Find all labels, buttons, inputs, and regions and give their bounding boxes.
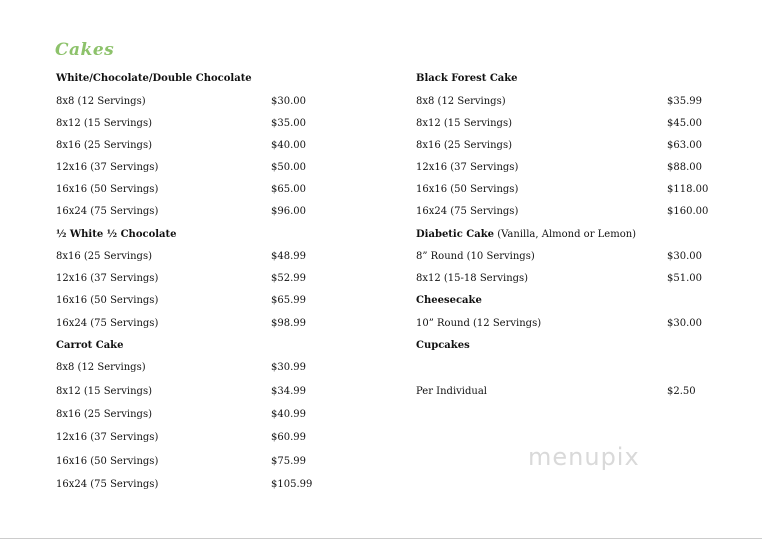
item-price: $45.00 [667,118,702,129]
page-bottom-divider [0,538,762,539]
section-heading-cheesecake: Cheesecake [416,295,482,306]
item-size: 12x16 (37 Servings) [416,162,519,173]
item-price: $105.99 [271,479,313,490]
item-size: 12x16 (37 Servings) [56,273,159,284]
item-size: 8” Round (10 Servings) [416,251,535,262]
section-heading-white-chocolate: White/Chocolate/Double Chocolate [56,73,252,84]
item-size: 16x16 (50 Servings) [56,456,159,467]
page-title: Cakes [55,40,115,60]
item-price: $48.99 [271,251,306,262]
item-price: $60.99 [271,432,306,443]
item-size: 8x8 (12 Servings) [56,96,146,107]
item-size: 8x16 (25 Servings) [416,140,512,151]
item-price: $63.00 [667,140,702,151]
section-heading-half-white-half-chocolate: ½ White ½ Chocolate [56,229,177,240]
item-price: $2.50 [667,386,696,397]
item-price: $98.99 [271,318,306,329]
diabetic-heading: Diabetic Cake [416,229,495,240]
item-price: $30.00 [667,251,702,262]
item-price: $34.99 [271,386,306,397]
item-price: $65.00 [271,184,306,195]
item-price: $40.00 [271,140,306,151]
item-size: 8x16 (25 Servings) [56,140,152,151]
item-price: $160.00 [667,206,709,217]
section-heading-black-forest: Black Forest Cake [416,73,518,84]
item-size: 16x24 (75 Servings) [416,206,519,217]
item-size: 8x12 (15 Servings) [416,118,512,129]
item-price: $35.99 [667,96,702,107]
item-size: 16x24 (75 Servings) [56,318,159,329]
section-heading-diabetic [416,229,636,240]
item-price: $30.99 [271,362,306,373]
item-size: 12x16 (37 Servings) [56,162,159,173]
item-size: Per Individual [416,386,487,397]
item-size: 10” Round (12 Servings) [416,318,542,329]
item-price: $75.99 [271,456,306,467]
item-price: $65.99 [271,295,306,306]
item-price: $35.00 [271,118,306,129]
item-price: $51.00 [667,273,702,284]
item-price: $30.00 [271,96,306,107]
item-size: 16x16 (50 Servings) [56,184,159,195]
item-size: 8x8 (12 Servings) [416,96,506,107]
item-price: $96.00 [271,206,306,217]
item-size: 8x8 (12 Servings) [56,362,146,373]
diabetic-flavors-note: (Vanilla, Almond or Lemon) [494,229,637,240]
item-size: 16x16 (50 Servings) [416,184,519,195]
item-price: $40.99 [271,409,306,420]
item-size: 8x16 (25 Servings) [56,409,152,420]
item-size: 8x12 (15 Servings) [56,118,152,129]
section-heading-cupcakes: Cupcakes [416,340,470,351]
item-price: $88.00 [667,162,702,173]
item-size: 8x12 (15-18 Servings) [416,273,529,284]
item-price: $118.00 [667,184,709,195]
item-size: 16x24 (75 Servings) [56,479,159,490]
item-price: $50.00 [271,162,306,173]
item-size: 12x16 (37 Servings) [56,432,159,443]
item-size: 8x12 (15 Servings) [56,386,152,397]
watermark-logo: menupix [528,443,640,471]
item-price: $52.99 [271,273,306,284]
item-size: 8x16 (25 Servings) [56,251,152,262]
item-size: 16x16 (50 Servings) [56,295,159,306]
section-heading-carrot-cake: Carrot Cake [56,340,124,351]
item-size: 16x24 (75 Servings) [56,206,159,217]
item-price: $30.00 [667,318,702,329]
